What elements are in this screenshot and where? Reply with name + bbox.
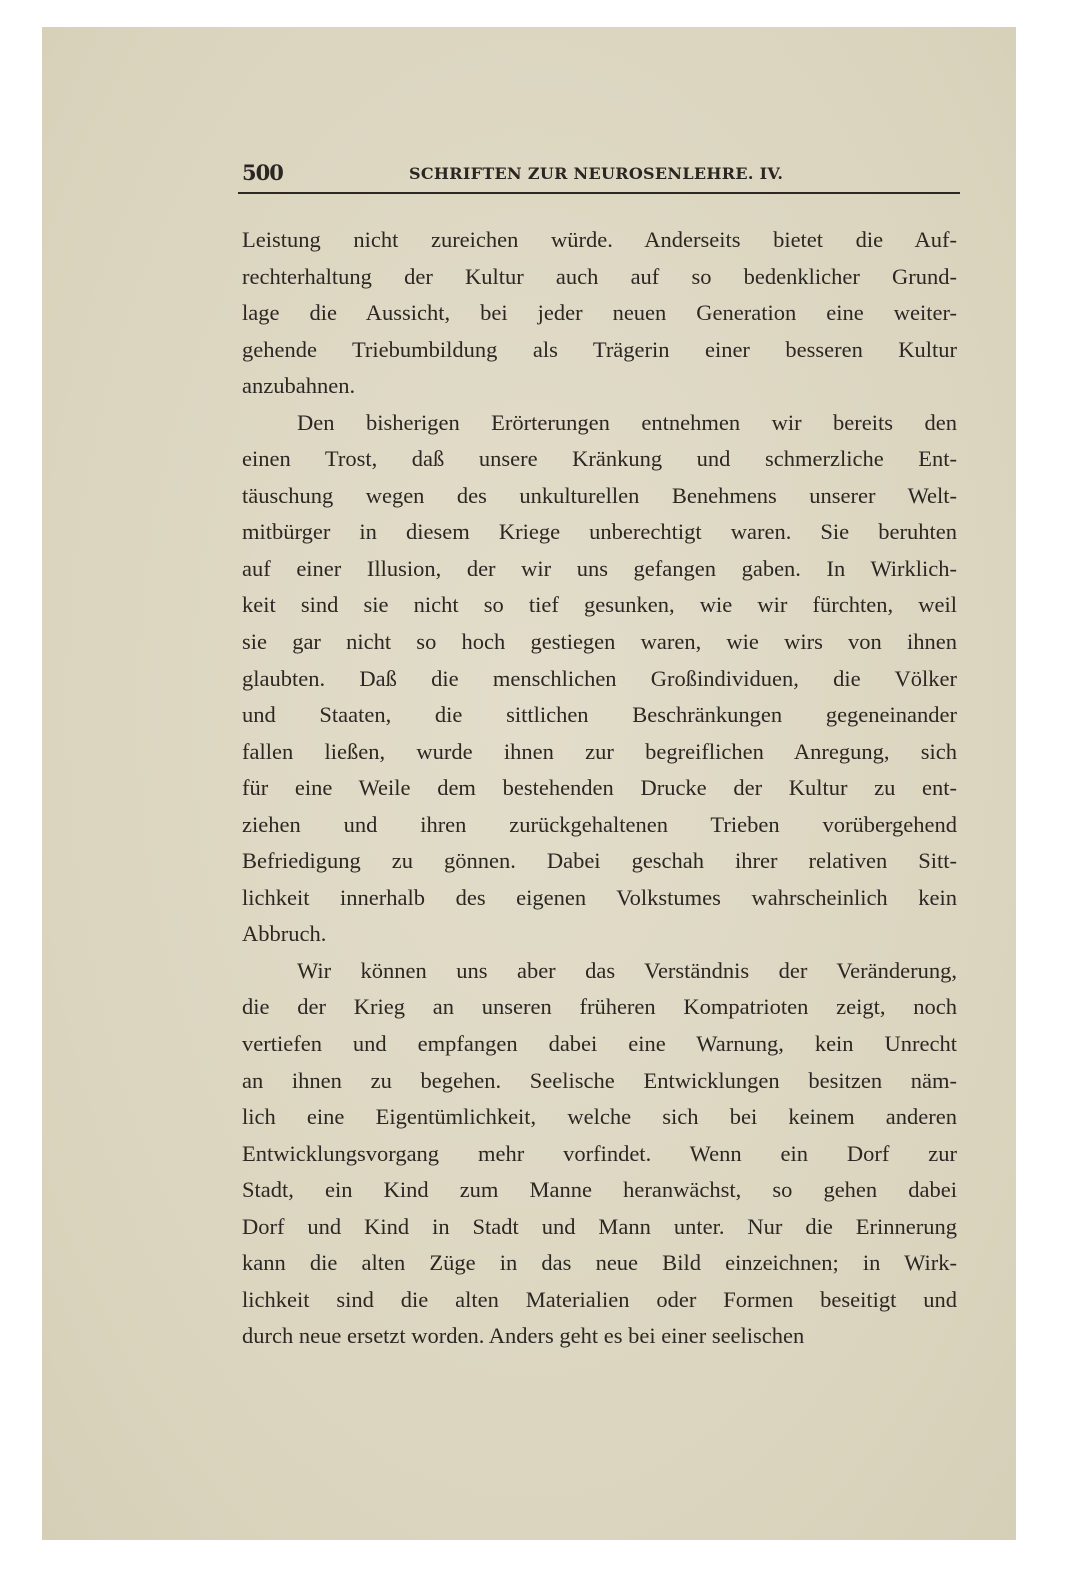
text-line: fallen ließen, wurde ihnen zur begreiflichen Anregung, sich bbox=[242, 738, 957, 764]
text-line: an ihnen zu begehen. Seelische Entwicklungen besitzen näm- bbox=[242, 1067, 957, 1093]
text-line: ziehen und ihren zurückgehaltenen Trieben vorübergehend bbox=[242, 811, 957, 837]
running-title: SCHRIFTEN ZUR NEUROSENLEHRE. IV. bbox=[409, 164, 784, 183]
text-line: lichkeit sind die alten Materialien oder Formen beseitigt und bbox=[242, 1286, 957, 1312]
text-line: vertiefen und empfangen dabei eine Warnung, kein Unrecht bbox=[242, 1031, 957, 1057]
text-line: gehende Triebumbildung als Trägerin einer besseren Kultur bbox=[242, 336, 957, 362]
text-line: Dorf und Kind in Stadt und Mann unter. Nur die Erinnerung bbox=[242, 1213, 957, 1239]
body-text bbox=[242, 222, 957, 1355]
text-line: Leistung nicht zureichen würde. Anderseits bietet die Auf- bbox=[242, 227, 957, 252]
header-rule bbox=[238, 192, 960, 194]
text-line: auf einer Illusion, der wir uns gefangen gaben. In Wirklich- bbox=[242, 555, 957, 581]
text-line: kann die alten Züge in das neue Bild einzeichnen; in Wirk- bbox=[242, 1250, 957, 1276]
text-line: lich eine Eigentümlichkeit, welche sich bei keinem anderen bbox=[242, 1104, 957, 1130]
text-line: die der Krieg an unseren früheren Kompatrioten zeigt, noch bbox=[242, 994, 957, 1020]
text-line: Stadt, ein Kind zum Manne heranwächst, so gehen dabei bbox=[242, 1177, 957, 1203]
paragraph bbox=[242, 222, 957, 405]
text-line: einen Trost, daß unsere Kränkung und schmerzliche Ent- bbox=[242, 446, 957, 472]
paragraph bbox=[242, 953, 957, 1355]
page-number: 500 bbox=[242, 160, 283, 185]
text-line: Abbruch. bbox=[242, 921, 327, 947]
text-line: lichkeit innerhalb des eigenen Volkstumes wahrscheinlich kein bbox=[242, 884, 957, 910]
text-line: mitbürger in diesem Kriege unberechtigt waren. Sie beruhten bbox=[242, 519, 957, 545]
text-line: keit sind sie nicht so tief gesunken, wie wir fürchten, weil bbox=[242, 592, 957, 618]
text-line: Wir können uns aber das Verständnis der Veränderung, bbox=[297, 957, 957, 983]
text-line: und Staaten, die sittlichen Beschränkungen gegeneinander bbox=[242, 702, 957, 728]
text-line: täuschung wegen des unkulturellen Benehmens unserer Welt- bbox=[242, 482, 957, 508]
text-line: Befriedigung zu gönnen. Dabei geschah ihrer relativen Sitt- bbox=[242, 848, 957, 874]
text-line: anzubahnen. bbox=[242, 373, 356, 399]
text-line: durch neue ersetzt worden. Anders geht es bei einer seelischen bbox=[242, 1323, 805, 1349]
text-line: rechterhaltung der Kultur auch auf so bedenklicher Grund- bbox=[242, 263, 957, 289]
paragraph bbox=[242, 405, 957, 953]
text-line: sie gar nicht so hoch gestiegen waren, wie wirs von ihnen bbox=[242, 629, 957, 655]
text-line: Entwicklungsvorgang mehr vorfindet. Wenn ein Dorf zur bbox=[242, 1140, 957, 1166]
book-page bbox=[42, 27, 1016, 1540]
text-line: lage die Aussicht, bei jeder neuen Generation eine weiter- bbox=[242, 300, 957, 326]
text-line: für eine Weile dem bestehenden Drucke der Kultur zu ent- bbox=[242, 775, 957, 801]
text-line: Den bisherigen Erörterungen entnehmen wir bereits den bbox=[297, 409, 957, 435]
text-line: glaubten. Daß die menschlichen Großindividuen, die Völker bbox=[242, 665, 957, 691]
